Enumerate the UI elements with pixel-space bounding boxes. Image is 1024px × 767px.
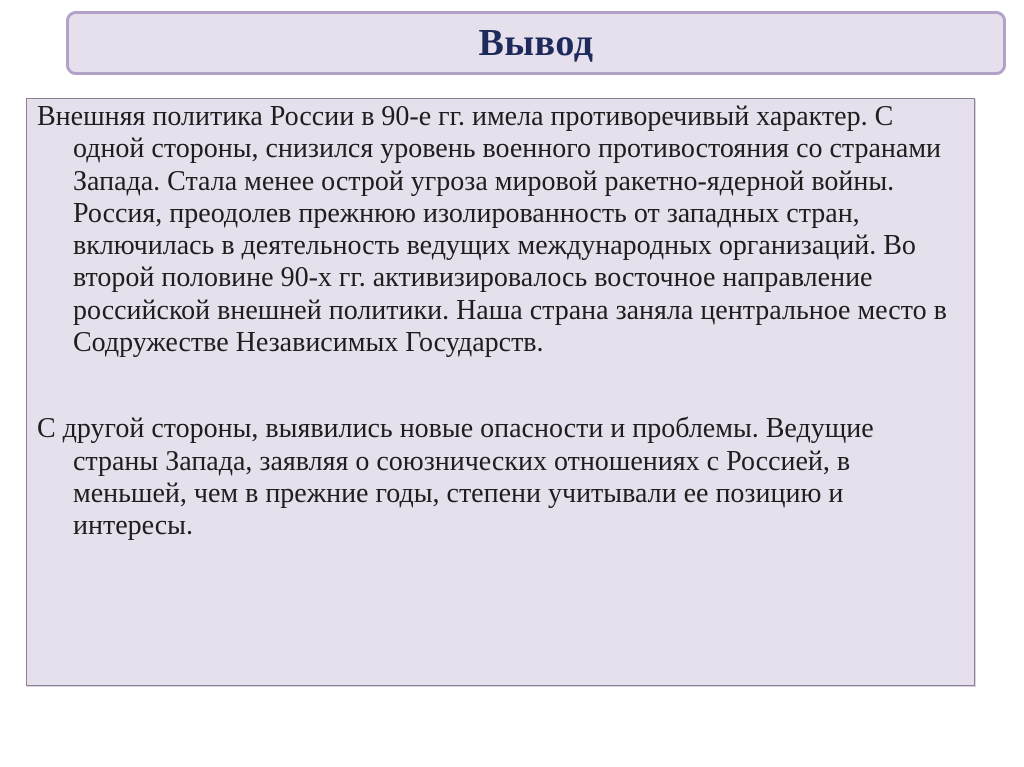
paragraph-first: Внешняя политика России в 90-е гг. имела противоречивый характер. С одной стороны, снизился уровень военного противостояния со странами Запада. Стала менее острой угроза мировой ракетно-ядерной войны. Россия, преодолев прежнюю изолированность от западных стран, включилась в деятельность ведущих международных организаций. Во второй половине 90-х гг. активизировалось восточное направление российской внешней политики. Наша страна заняла центральное место в Содружестве Независимых Государств. xyxy=(37,101,947,359)
slide-content-box xyxy=(26,98,975,686)
slide-title-box xyxy=(66,11,1006,75)
paragraph-second: С другой стороны, выявились новые опасности и проблемы. Ведущие страны Запада, заявляя о союзнических отношениях с Россией, в меньшей, чем в прежние годы, степени учитывали ее позицию и интересы. xyxy=(37,413,874,542)
slide-title: Вывод xyxy=(478,22,594,64)
